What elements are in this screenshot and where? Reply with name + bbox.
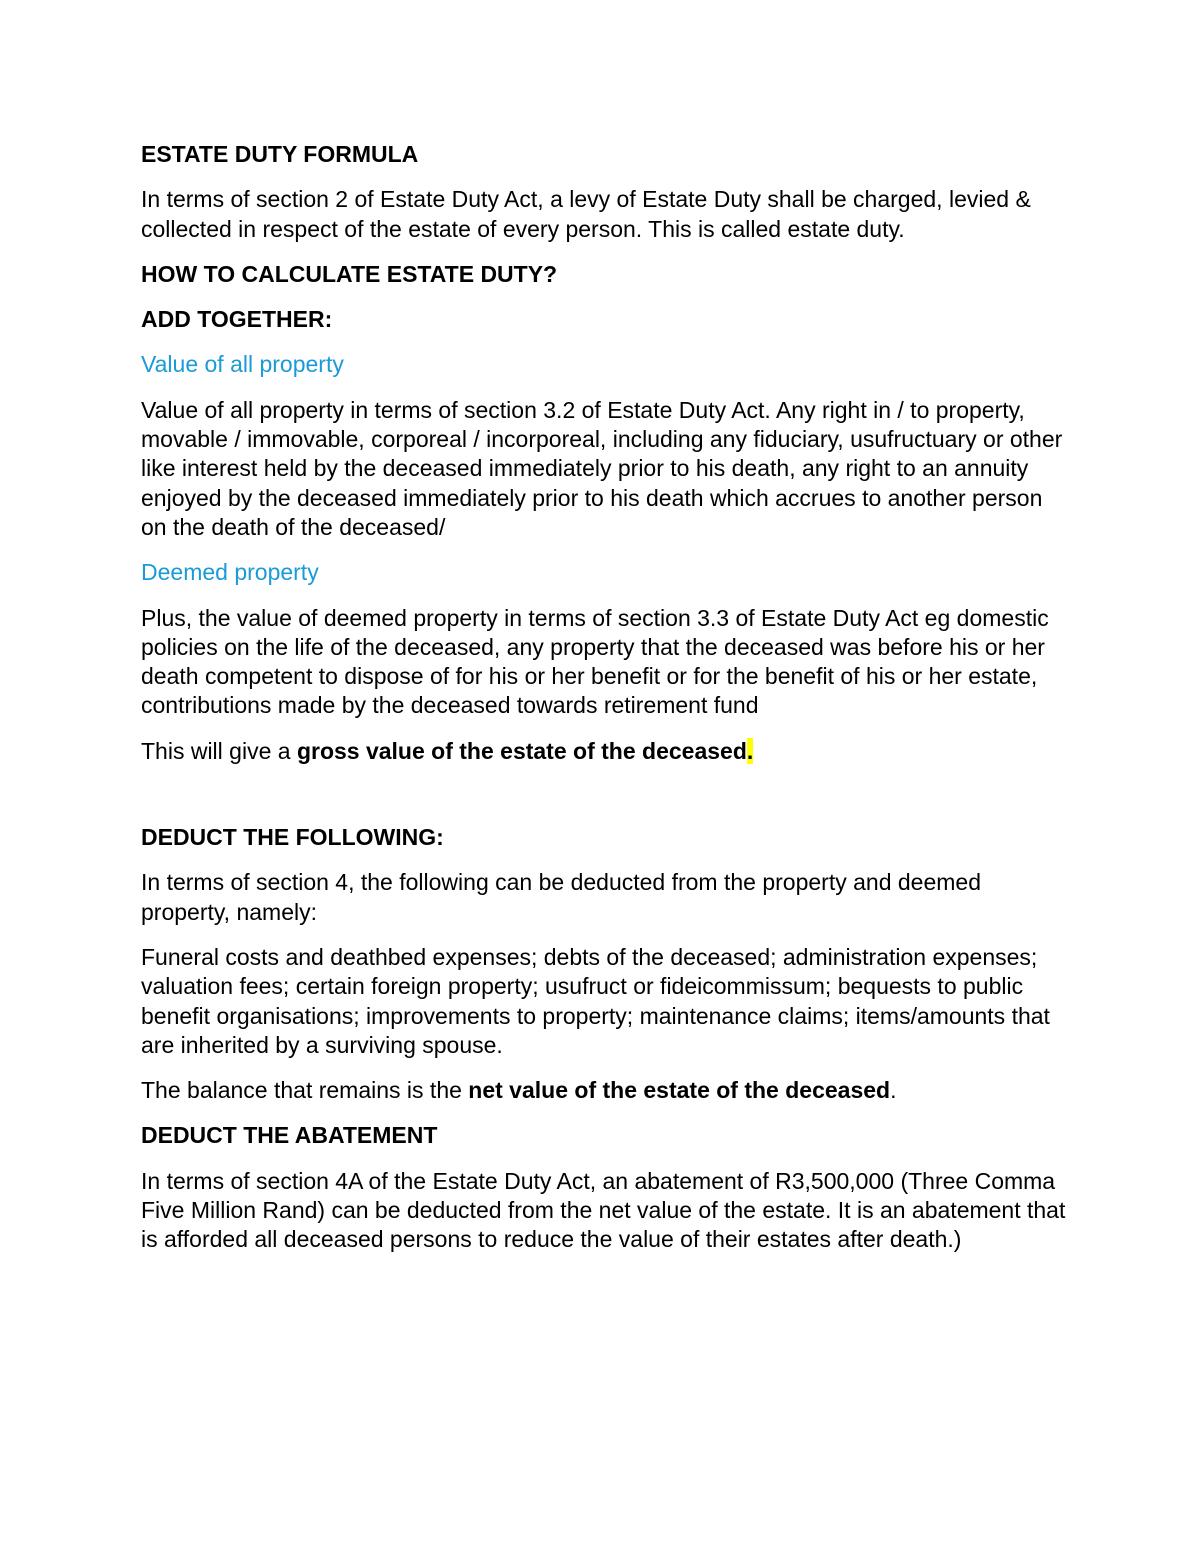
- property-paragraph: Value of all property in terms of section 3.2 of Estate Duty Act. Any right in / to property, movable / immovable, corporeal / incorporeal, including any fiduciary, usufructuary or other like interest held by the deceased immediately prior to his death, any right to an annuity enjoyed by the deceased immediately prior to his death which accrues to another person on the death of the deceased/: [141, 396, 1063, 540]
- document-page: [141, 140, 1071, 1271]
- deduct-following-heading: DEDUCT THE FOLLOWING:: [141, 824, 444, 851]
- deductions-list-paragraph: Funeral costs and deathbed expenses; debts of the deceased; administration expenses; valuation fees; certain foreign property; usufruct or fideicommissum; bequests to public benefit organisations; improvements to property; maintenance claims; items/amounts that are inherited by a surviving spouse.: [141, 943, 1050, 1058]
- net-value-emphasis: net value of the estate of the deceased: [468, 1077, 891, 1104]
- net-value-prefix: The balance that remains is the: [141, 1077, 469, 1104]
- abatement-paragraph: In terms of section 4A of the Estate Duty Act, an abatement of R3,500,000 (Three Comma Five Million Rand) can be deducted from the net value of the estate. It is an abatement that is afforded all deceased persons to reduce the value of their estates after death.): [141, 1167, 1066, 1253]
- blank-line: [141, 782, 1071, 823]
- add-together-heading: ADD TOGETHER:: [141, 306, 333, 333]
- how-to-calculate-heading: HOW TO CALCULATE ESTATE DUTY?: [141, 260, 558, 287]
- deduct-intro-paragraph: In terms of section 4, the following can be deducted from the property and deemed property, namely:: [141, 869, 981, 925]
- net-value-paragraph: [141, 1076, 1071, 1105]
- highlighted-period: .: [746, 737, 754, 764]
- gross-value-paragraph: [141, 737, 1071, 766]
- gross-value-emphasis: gross value of the estate of the deceased: [296, 737, 747, 764]
- deduct-abatement-heading: DEDUCT THE ABATEMENT: [141, 1122, 438, 1149]
- gross-value-prefix: This will give a: [141, 737, 297, 764]
- deemed-property-paragraph: Plus, the value of deemed property in terms of section 3.3 of Estate Duty Act eg domestic policies on the life of the deceased, any property that the deceased was before his or her death competent to dispose of for his or her benefit or for the benefit of his or her estate, contributions made by the deceased towards retirement fund: [141, 604, 1049, 719]
- document-title: ESTATE DUTY FORMULA: [141, 141, 419, 167]
- deemed-property-subheading: Deemed property: [141, 559, 319, 586]
- property-subheading: Value of all property: [141, 351, 344, 378]
- intro-paragraph: In terms of section 2 of Estate Duty Act, a levy of Estate Duty shall be charged, levied & collected in respect of the estate of every person. This is called estate duty.: [141, 186, 1031, 242]
- net-value-suffix: .: [890, 1077, 897, 1104]
